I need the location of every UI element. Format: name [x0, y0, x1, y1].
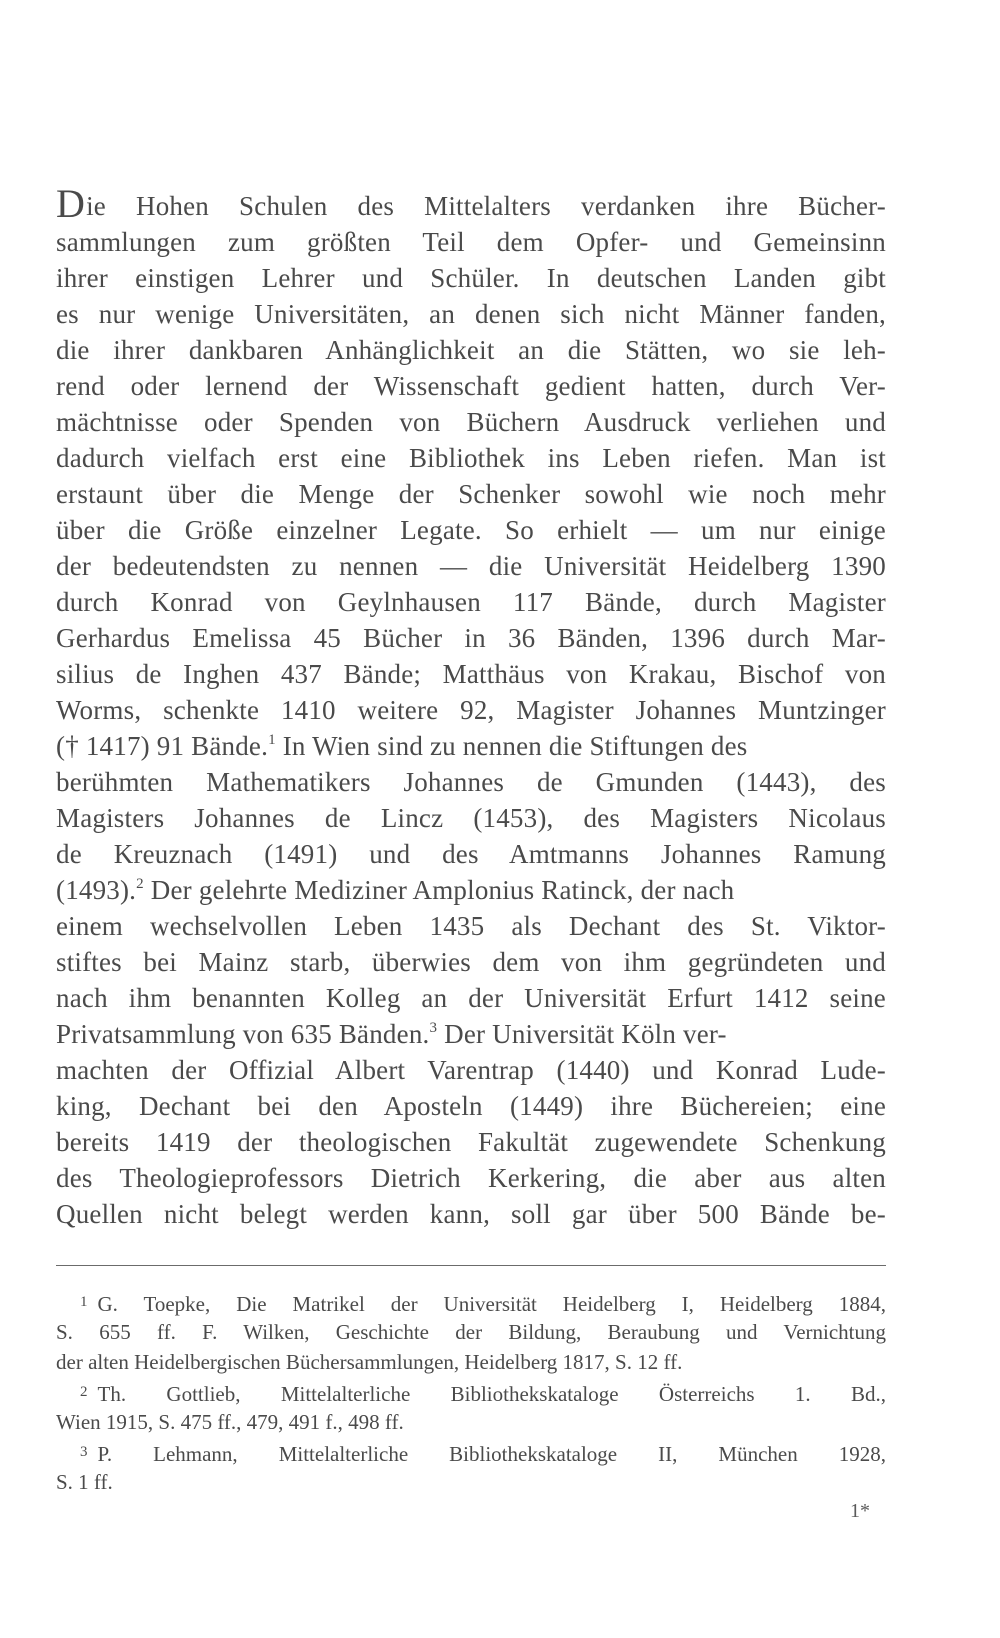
footnote-mark: 3: [80, 1444, 88, 1460]
text-line: bereits 1419 der theologischen Fakultät zugewendete Schenkung: [56, 1127, 886, 1157]
footnote-mark: 2: [80, 1384, 88, 1400]
text-segment: († 1417) 91 Bände.: [56, 731, 269, 761]
text-line: berühmten Mathematikers Johannes de Gmunden (1443), des: [56, 767, 886, 797]
text-line: mächtnisse oder Spenden von Büchern Ausdruck verliehen und: [56, 407, 886, 437]
text-line: durch Konrad von Geylnhausen 117 Bände, durch Magister: [56, 587, 886, 617]
text-line: de Kreuznach (1491) und des Amtmanns Johannes Ramung: [56, 839, 886, 869]
text-segment: Der Universität Köln ver-: [437, 1019, 727, 1049]
text-line: es nur wenige Universitäten, an denen sich nicht Männer fanden,: [56, 299, 886, 329]
text-line: sammlungen zum größten Teil dem Opfer- und Gemeinsinn: [56, 227, 886, 257]
drop-cap: D: [56, 181, 86, 226]
text-segment: (1493).: [56, 875, 137, 905]
footnote-divider: [56, 1265, 886, 1266]
footnotes: [56, 1287, 886, 1497]
text-line: über die Größe einzelner Legate. So erhielt — um nur einige: [56, 515, 886, 545]
text-line: Quellen nicht belegt werden kann, soll gar über 500 Bände be-: [56, 1199, 886, 1229]
page-number: 1*: [850, 1500, 870, 1522]
text-line: rend oder lernend der Wissenschaft gedient hatten, durch Ver-: [56, 371, 886, 401]
footnote-text: Th. Gottlieb, Mittelalterliche Bibliothekskataloge Österreichs 1. Bd.,: [97, 1382, 886, 1406]
text-line: erstaunt über die Menge der Schenker sowohl wie noch mehr: [56, 479, 886, 509]
text-line: der bedeutendsten zu nennen — die Universität Heidelberg 1390: [56, 551, 886, 581]
text-segment: Der gelehrte Mediziner Amplonius Ratinck, der nach: [143, 875, 735, 905]
footnote-mark: 1: [80, 1294, 88, 1310]
footnote-text: G. Toepke, Die Matrikel der Universität Heidelberg I, Heidelberg 1884,: [97, 1292, 886, 1316]
footnote-line: [56, 1377, 886, 1407]
text-line: nach ihm benannten Kolleg an der Universität Erfurt 1412 seine: [56, 983, 886, 1013]
text-line: die ihrer dankbaren Anhänglichkeit an die Stätten, wo sie leh-: [56, 335, 886, 365]
text-segment: Privatsammlung von 635 Bänden.: [56, 1019, 430, 1049]
footnote-line: der alten Heidelbergischen Büchersammlungen, Heidelberg 1817, S. 12 ff.: [56, 1350, 683, 1374]
footnote-ref[interactable]: 1: [268, 732, 276, 748]
footnote-ref[interactable]: 3: [429, 1020, 438, 1036]
text-line-content: ie Hohen Schulen des Mittelalters verdanken ihre Bücher-: [86, 191, 886, 221]
text-line: Magisters Johannes de Lincz (1453), des Magisters Nicolaus: [56, 803, 886, 833]
text-line: Worms, schenkte 1410 weitere 92, Magister Johannes Muntzinger: [56, 695, 886, 725]
text-line: dadurch vielfach erst eine Bibliothek ins Leben riefen. Man ist: [56, 443, 886, 473]
footnote-line: Wien 1915, S. 475 ff., 479, 491 f., 498 ff.: [56, 1410, 404, 1434]
text-line: [56, 181, 886, 226]
footnote-line: S. 655 ff. F. Wilken, Geschichte der Bildung, Beraubung und Vernichtung: [56, 1320, 886, 1344]
footnote-ref[interactable]: 2: [136, 876, 144, 892]
text-line: silius de Inghen 437 Bände; Matthäus von Krakau, Bischof von: [56, 659, 886, 689]
text-line: [56, 1016, 886, 1052]
text-line: [56, 728, 886, 764]
text-line: machten der Offizial Albert Varentrap (1440) und Konrad Lude-: [56, 1055, 886, 1085]
text-line: king, Dechant bei den Aposteln (1449) ihre Büchereien; eine: [56, 1091, 886, 1121]
text-line: stiftes bei Mainz starb, überwies dem von ihm gegründeten und: [56, 947, 886, 977]
text-line: einem wechselvollen Leben 1435 als Dechant des St. Viktor-: [56, 911, 886, 941]
footnote-line: S. 1 ff.: [56, 1470, 113, 1494]
text-line: ihrer einstigen Lehrer und Schüler. In deutschen Landen gibt: [56, 263, 886, 293]
text-line: [56, 872, 886, 908]
text-line: des Theologieprofessors Dietrich Kerkering, die aber aus alten: [56, 1163, 886, 1193]
text-line: Gerhardus Emelissa 45 Bücher in 36 Bänden, 1396 durch Mar-: [56, 623, 886, 653]
main-text: [56, 181, 886, 1232]
footnote-line: [56, 1287, 886, 1317]
footnote-text: P. Lehmann, Mittelalterliche Bibliothekskataloge II, München 1928,: [97, 1442, 886, 1466]
footnote-line: [56, 1437, 886, 1467]
text-segment: In Wien sind zu nennen die Stiftungen des: [275, 731, 748, 761]
